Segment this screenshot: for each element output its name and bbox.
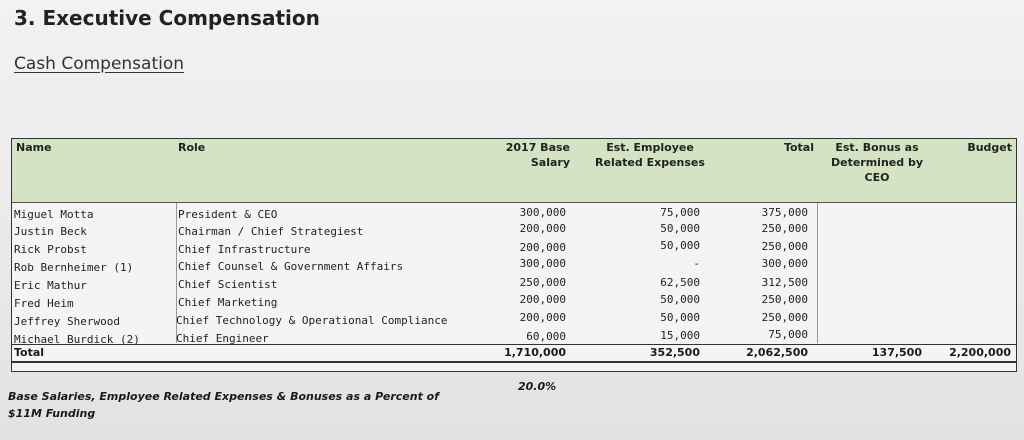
total-label: Total	[14, 346, 45, 359]
funding-percent-label: Base Salaries, Employee Related Expenses & Bonuses as a Percent of $11M Funding	[8, 390, 440, 420]
header-expenses: Est. Employee Related Expenses	[595, 141, 705, 169]
header-total: Total	[783, 141, 814, 154]
row-name: Michael Burdick (2)	[14, 333, 140, 346]
total-total: 2,062,500	[746, 346, 808, 359]
row-salary: 250,000	[519, 276, 566, 289]
row-total: 75,000	[768, 328, 808, 341]
row-name: Rick Probst	[14, 243, 87, 256]
row-expenses: 50,000	[660, 311, 700, 324]
row-name: Eric Mathur	[14, 279, 87, 292]
row-expenses: 50,000	[660, 222, 700, 235]
row-expenses: 50,000	[660, 293, 700, 306]
row-role: Chief Engineer	[176, 332, 269, 345]
row-salary: 300,000	[519, 206, 566, 219]
row-salary: 300,000	[519, 257, 566, 270]
row-salary: 200,000	[519, 241, 566, 254]
row-total: 250,000	[761, 222, 808, 235]
row-total: 250,000	[761, 311, 808, 324]
row-expenses: 62,500	[660, 276, 700, 289]
row-salary: 200,000	[519, 222, 566, 235]
row-expenses: 50,000	[660, 239, 700, 252]
row-role: Chief Scientist	[178, 278, 278, 291]
row-role: President & CEO	[178, 208, 278, 221]
table-total-row	[12, 344, 1016, 363]
row-role: Chief Counsel & Government Affairs	[178, 260, 404, 273]
row-total: 300,000	[761, 257, 808, 270]
row-role: Chief Marketing	[178, 296, 278, 309]
column-divider	[817, 203, 818, 343]
section-title: 3. Executive Compensation	[14, 6, 320, 30]
header-name: Name	[16, 141, 52, 154]
row-name: Miguel Motta	[14, 208, 94, 221]
row-total: 250,000	[761, 293, 808, 306]
total-salary: 1,710,000	[504, 346, 566, 359]
header-budget: Budget	[967, 141, 1012, 154]
row-expenses: 15,000	[660, 329, 700, 342]
row-total: 250,000	[761, 240, 808, 253]
table-header-row	[12, 139, 1016, 203]
row-role: Chairman / Chief Strategiest	[178, 225, 364, 238]
row-name: Justin Beck	[14, 225, 87, 238]
header-bonus: Est. Bonus as Determined by CEO	[830, 141, 923, 184]
row-total: 375,000	[761, 206, 808, 219]
row-name: Fred Heim	[14, 297, 74, 310]
total-bonus: 137,500	[871, 346, 922, 359]
row-role: Chief Technology & Operational Compliance	[176, 314, 448, 327]
total-budget: 2,200,000	[949, 346, 1011, 359]
row-name: Rob Bernheimer (1)	[14, 261, 134, 274]
row-expenses: 75,000	[660, 206, 700, 219]
row-role: Chief Infrastructure	[178, 243, 311, 256]
header-role: Role	[178, 141, 206, 154]
row-salary: 200,000	[519, 293, 566, 306]
row-salary: 60,000	[526, 330, 566, 343]
compensation-table	[11, 138, 1017, 372]
row-expenses: -	[693, 257, 700, 270]
row-salary: 200,000	[519, 311, 566, 324]
row-name: Jeffrey Sherwood	[14, 315, 120, 328]
subsection-title: Cash Compensation	[14, 54, 185, 74]
header-salary: 2017 Base Salary	[505, 141, 570, 169]
row-total: 312,500	[761, 276, 808, 289]
funding-percent-value: 20.0%	[518, 380, 557, 393]
total-expenses: 352,500	[649, 346, 700, 359]
